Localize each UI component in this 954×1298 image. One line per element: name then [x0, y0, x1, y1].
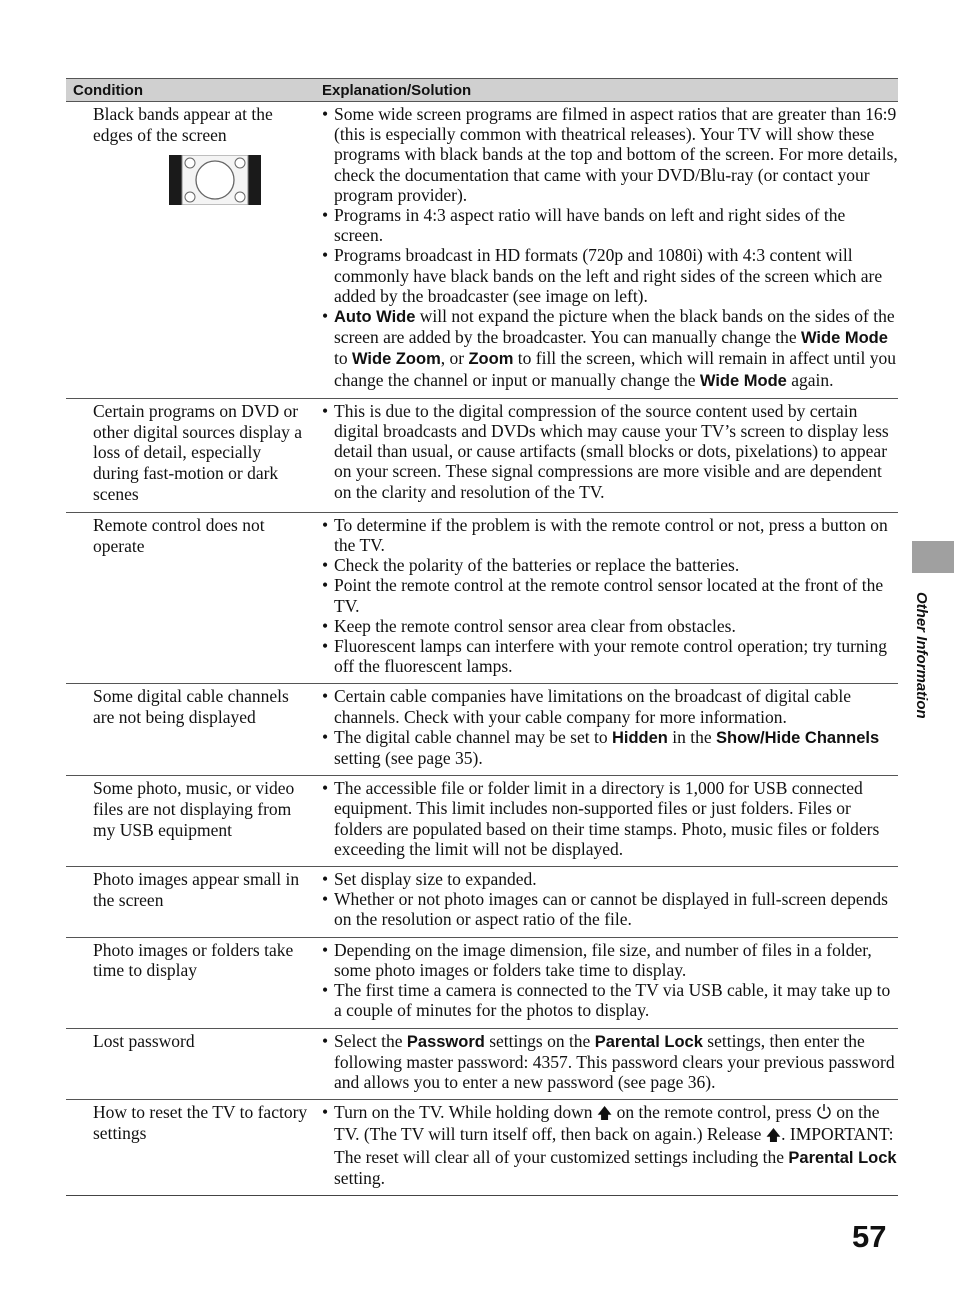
bullet-item: • Check the polarity of the batteries or replace the batteries.: [322, 555, 740, 576]
condition-cell: Photo images appear small in the screen: [93, 869, 300, 910]
table-row: [66, 867, 898, 938]
power-icon: [816, 1103, 832, 1120]
condition-cell: Some digital cable channels are not being displayed: [93, 686, 289, 728]
explanation-cell: [315, 686, 898, 768]
table-row: [66, 776, 898, 867]
letterbox-image-icon: [169, 155, 261, 205]
bullet-item: • Auto Wide will not expand the picture when the black bands on the sides of the screen are added by the broadcaster. You can manually change the Wide Mode to Wide Zoom, or Zoom to fill the screen, which will remain in affect until you change the channel or input or manually change the Wide Mode again.: [322, 306, 897, 390]
bullet-item: • Depending on the image dimension, file size, and number of files in a folder, some photo images or folders take time to display.: [322, 939, 872, 980]
bullet-item: • This is due to the digital compression of the source content used by certain digital broadcasts and DVDs which may cause your TV’s screen to display less detail than usual, or cause artifacts (small blocks or dots, pixelations) to appear on your screen. These signal compressions are more visible and are dependent on the clarity and resolution of the TV.: [322, 400, 889, 502]
explanation-cell: [315, 515, 898, 677]
bullet-item: • Some wide screen programs are filmed in aspect ratios that are greater than 16:9 (this is especially common with theatrical releases). Your TV will show these programs with black bands at the top and bottom of the screen. For more details, check the documentation that came with your DVD/Blu-ray (or contact your program provider).: [322, 104, 898, 205]
bullet-item: • Whether or not photo images can or cannot be displayed in full-screen depends on the resolution or aspect ratio of the file.: [322, 889, 888, 930]
header-condition: Condition: [73, 81, 143, 99]
condition-cell: How to reset the TV to factory settings: [93, 1102, 308, 1143]
up-arrow-icon: 🡅: [765, 1128, 782, 1145]
bullet-item: • Keep the remote control sensor area clear from obstacles.: [322, 615, 736, 636]
condition-cell: Photo images or folders take time to display: [93, 939, 294, 981]
bullet-item: • To determine if the problem is with the remote control or not, press a button on the TV.: [322, 514, 888, 556]
explanation-cell: [315, 1102, 898, 1188]
bullet-item: • The accessible file or folder limit in a directory is 1,000 for USB connected equipment. This limit includes non-supported files or just folders. Files or folders are populated based on their time stamps. Photo, music files or folders exceeding the limit will not be displayed.: [322, 778, 880, 859]
bullet-item: • The first time a camera is connected to the TV via USB cable, it may take up to a couple of minutes for the photos to display.: [322, 980, 891, 1021]
setting-name: Show/Hide Channels: [716, 728, 880, 747]
page-number: 57: [852, 1219, 887, 1254]
condition-cell: Lost password: [93, 1030, 195, 1051]
bullet-item: • Point the remote control at the remote control sensor located at the front of the TV.: [322, 575, 884, 616]
section-tab: [912, 541, 954, 573]
explanation-cell: [315, 104, 898, 391]
setting-name: Password: [406, 1032, 485, 1051]
header-explanation: Explanation/Solution: [322, 81, 472, 99]
table-row: [66, 938, 898, 1029]
bullet-item: • Select the Password settings on the Parental Lock settings, then enter the following master password: 4357. This password clears your previous password and allows you to enter a new password (see page 36).: [322, 1030, 895, 1092]
table-row: [66, 513, 898, 685]
explanation-cell: [315, 401, 898, 505]
bullet-item: • Turn on the TV. While holding down 🡅 on the remote control, press on the TV. (The TV will turn itself off, then back on again.) Release 🡅. IMPORTANT: The reset will clear all of your customized settings including the Parental Lock setting.: [322, 1102, 897, 1188]
bullet-item: • The digital cable channel may be set to Hidden in the Show/Hide Channels setting (see page 35).: [322, 726, 880, 769]
bullet-item: • Certain cable companies have limitations on the broadcast of digital cable channels. Check with your cable company for more information.: [322, 686, 852, 727]
table-row: [66, 1100, 898, 1196]
table-row: [66, 684, 898, 776]
setting-name: Wide Mode: [800, 329, 888, 348]
table-row: [66, 399, 898, 513]
condition-cell: Black bands appear at the edges of the screen: [66, 104, 315, 391]
explanation-cell: [315, 1031, 898, 1093]
explanation-cell: [315, 869, 898, 930]
setting-name: Parental Lock: [594, 1032, 703, 1051]
setting-name: Parental Lock: [788, 1148, 897, 1167]
section-label: Other Information: [913, 592, 930, 719]
setting-name: Wide Mode: [699, 371, 787, 390]
table-row: [66, 1029, 898, 1101]
table-row: [66, 102, 898, 399]
explanation-cell: [315, 940, 898, 1021]
setting-name: Auto Wide: [334, 308, 416, 327]
setting-name: Wide Zoom: [352, 350, 441, 369]
setting-name: Zoom: [468, 350, 514, 369]
condition-cell: Certain programs on DVD or other digital sources display a loss of detail, especially during fast-motion or dark scenes: [93, 400, 302, 505]
bullet-item: • Set display size to expanded.: [322, 869, 537, 890]
setting-name: Hidden: [611, 728, 668, 747]
bullet-item: • Fluorescent lamps can interfere with your remote control operation; try turning off the fluorescent lamps.: [322, 636, 888, 677]
bullet-item: • Programs in 4:3 aspect ratio will have bands on left and right sides of the screen.: [322, 205, 846, 246]
condition-cell: Some photo, music, or video files are not displaying from my USB equipment: [93, 778, 295, 840]
table-header: [66, 78, 898, 102]
explanation-cell: [315, 778, 898, 859]
up-arrow-icon: 🡅: [596, 1106, 613, 1123]
condition-cell: Remote control does not operate: [93, 514, 265, 556]
troubleshooting-table: [66, 78, 898, 1196]
bullet-item: • Programs broadcast in HD formats (720p and 1080i) with 4:3 content will commonly have black bands on the left and right sides of the screen which are added by the broadcaster (see image on left).: [322, 245, 883, 306]
